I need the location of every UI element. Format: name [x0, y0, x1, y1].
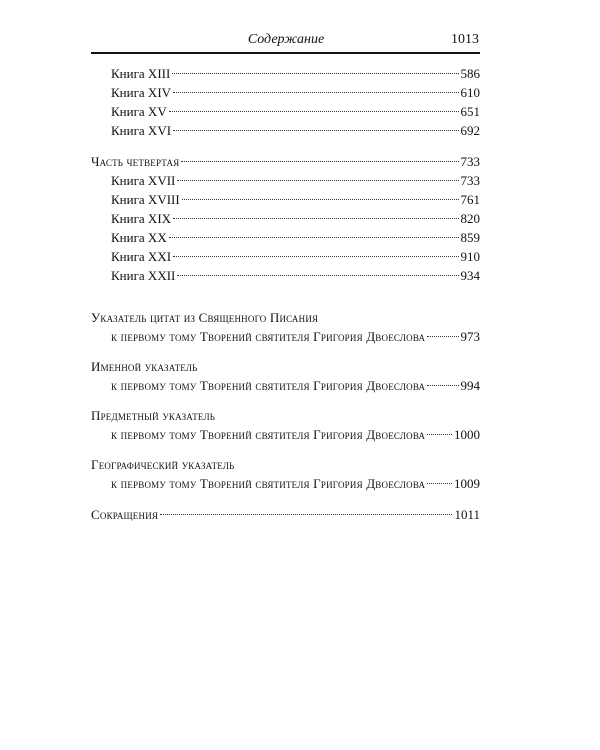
dot-leader	[169, 237, 459, 238]
toc-entry-book-xiv[interactable]	[91, 83, 480, 102]
index-title-geography: Географический указатель	[91, 457, 235, 472]
toc-entry-label: Часть четвертая	[91, 154, 180, 169]
toc-entry-book-xv[interactable]	[91, 102, 480, 121]
toc-entry-label: к первому тому Творений святителя Григория Двоеслова	[111, 329, 426, 344]
toc-entry-label: Книга XV	[111, 104, 167, 119]
toc-entry-label: Сокращения	[91, 507, 159, 522]
dot-leader	[172, 73, 458, 74]
toc-entry-label: Книга XVIII	[111, 192, 180, 207]
toc-entry-book-xxi[interactable]	[91, 247, 480, 266]
spacer	[91, 395, 480, 407]
toc-entry-book-xx[interactable]	[91, 228, 480, 247]
toc-entry-label: к первому тому Творений святителя Григория Двоеслова	[111, 378, 426, 393]
index-title-names: Именной указатель	[91, 359, 198, 374]
toc-entry-book-xvi[interactable]	[91, 121, 480, 140]
running-head	[91, 27, 481, 51]
toc-entry-book-xvii[interactable]	[91, 171, 480, 190]
toc-entry-page: 610	[460, 85, 480, 100]
toc-entry-label: Книга XXII	[111, 268, 176, 283]
toc-entry-label: к первому тому Творений святителя Григория Двоеслова	[111, 476, 426, 491]
toc-entry-label: к первому тому Творений святителя Григория Двоеслова	[111, 427, 426, 442]
toc-entry-label: Книга XVII	[111, 173, 176, 188]
page-number: 1013	[451, 32, 479, 47]
toc-entry-page: 1009	[454, 476, 480, 491]
dot-leader	[173, 218, 458, 219]
toc-entry-subject-index[interactable]	[91, 425, 480, 444]
index-title-scripture: Указатель цитат из Священного Писания	[91, 310, 319, 325]
toc-entry-label: Книга XIV	[111, 85, 172, 100]
toc-entry-book-xviii[interactable]	[91, 190, 480, 209]
spacer	[91, 493, 480, 505]
toc-entry-page: 859	[460, 230, 480, 245]
toc-entry-page: 1011	[454, 507, 480, 522]
toc-entry-page: 733	[460, 173, 480, 188]
toc-entry-scripture-index[interactable]	[91, 327, 480, 346]
dot-leader	[427, 434, 452, 435]
index-title-subjects: Предметный указатель	[91, 408, 216, 423]
dot-leader	[173, 92, 458, 93]
spacer	[91, 285, 480, 309]
header-rule	[91, 52, 480, 54]
dot-leader	[177, 275, 458, 276]
toc-entry-page: 761	[460, 192, 480, 207]
toc-entry-page: 910	[460, 249, 480, 264]
dot-leader	[427, 385, 458, 386]
dot-leader	[173, 256, 458, 257]
table-of-contents	[91, 64, 480, 524]
toc-entry-book-xix[interactable]	[91, 209, 480, 228]
toc-entry-label: Книга XX	[111, 230, 167, 245]
toc-entry-label: Книга XIII	[111, 66, 171, 81]
running-head-title: Содержание	[247, 32, 325, 47]
toc-entry-page: 973	[460, 329, 480, 344]
toc-entry-page: 820	[460, 211, 480, 226]
toc-entry-page: 1000	[454, 427, 480, 442]
dot-leader	[160, 514, 452, 515]
dot-leader	[173, 130, 458, 131]
toc-entry-label: Книга XXI	[111, 249, 172, 264]
toc-entry-label: Книга XIX	[111, 211, 172, 226]
toc-entry-abbreviations[interactable]	[91, 505, 480, 524]
spacer	[91, 346, 480, 358]
dot-leader	[182, 199, 459, 200]
spacer	[91, 444, 480, 456]
dot-leader	[181, 161, 458, 162]
toc-entry-page: 651	[460, 104, 480, 119]
toc-entry-label: Книга XVI	[111, 123, 172, 138]
toc-entry-geographic-index[interactable]	[91, 474, 480, 493]
dot-leader	[177, 180, 458, 181]
toc-entry-part-four[interactable]	[91, 152, 480, 171]
toc-entry-page: 692	[460, 123, 480, 138]
toc-entry-book-xxii[interactable]	[91, 266, 480, 285]
dot-leader	[427, 483, 452, 484]
toc-entry-page: 586	[460, 66, 480, 81]
toc-entry-page: 994	[460, 378, 480, 393]
dot-leader	[427, 336, 458, 337]
toc-entry-name-index[interactable]	[91, 376, 480, 395]
dot-leader	[169, 111, 459, 112]
toc-entry-page: 733	[460, 154, 480, 169]
spacer	[91, 140, 480, 152]
toc-entry-book-xiii[interactable]	[91, 64, 480, 83]
toc-entry-page: 934	[460, 268, 480, 283]
